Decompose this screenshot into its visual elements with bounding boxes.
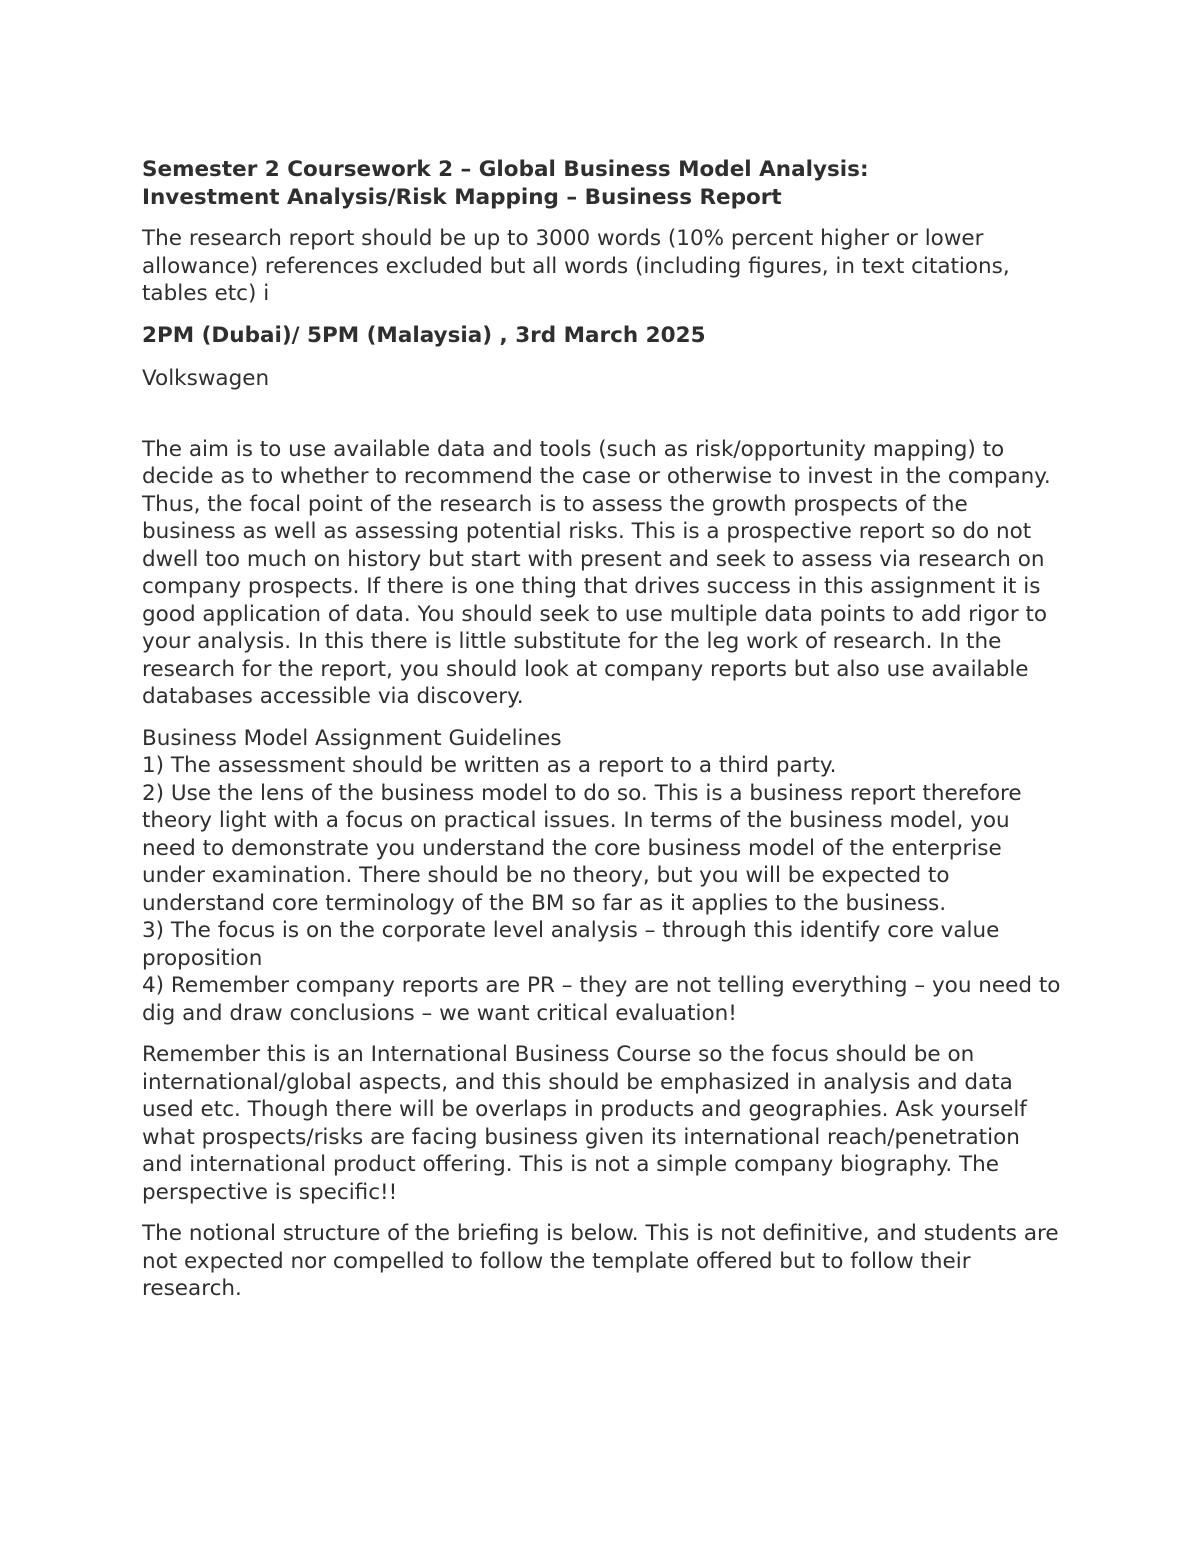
title-line-2: Investment Analysis/Risk Mapping – Business Report xyxy=(142,184,782,210)
guideline-item-3: 3) The focus is on the corporate level analysis – through this identify core value proposition xyxy=(142,918,1000,971)
guidelines-heading: Business Model Assignment Guidelines xyxy=(142,725,562,751)
guidelines-section xyxy=(142,725,1062,1028)
word-count-note: The research report should be up to 3000 words (10% percent higher or lower allowance) references excluded but all words (including figures, in text citations, tables etc) i xyxy=(142,226,1010,306)
document-page xyxy=(142,156,1062,1317)
title-line-1: Semester 2 Coursework 2 – Global Business Model Analysis: xyxy=(142,157,869,182)
international-note: Remember this is an International Business Course so the focus should be on international/global aspects, and this should be emphasized in analysis and data used etc. Though there will be overlaps in products and geographies. Ask yourself what prospects/risks are facing business given its international reach/penetration and international product offering. This is not a simple company biography. The perspective is specific!! xyxy=(142,1042,1027,1205)
deadline: 2PM (Dubai)/ 5PM (Malaysia) , 3rd March 2025 xyxy=(142,322,706,348)
structure-note: The notional structure of the briefing is below. This is not definitive, and students are not expected nor compelled to follow the template offered but to follow their research. xyxy=(142,1221,1059,1301)
company-name: Volkswagen xyxy=(142,366,270,391)
document-title xyxy=(142,156,1062,211)
guideline-item-4: 4) Remember company reports are PR – they are not telling everything – you need to dig and draw conclusions – we want critical evaluation! xyxy=(142,973,1061,1026)
guideline-item-2: 2) Use the lens of the business model to do so. This is a business report therefore theory light with a focus on practical issues. In terms of the business model, you need to demonstrate you understand the core business model of the enterprise under examination. There should be no theory, but you will be expected to understand core terminology of the BM so far as it applies to the business. xyxy=(142,780,1022,916)
aim-paragraph: The aim is to use available data and tools (such as risk/opportunity mapping) to decide as to whether to recommend the case or otherwise to invest in the company. Thus, the focal point of the research is to assess the growth prospects of the business as well as assessing potential risks. This is a prospective report so do not dwell too much on history but start with present and seek to assess via research on company prospects. If there is one thing that drives success in this assignment it is good application of data. You should seek to use multiple data points to add rigor to your analysis. In this there is little substitute for the leg work of research. In the research for the report, you should look at company reports but also use available databases accessible via discovery. xyxy=(142,436,1051,709)
guideline-item-1: 1) The assessment should be written as a report to a third party. xyxy=(142,753,837,778)
